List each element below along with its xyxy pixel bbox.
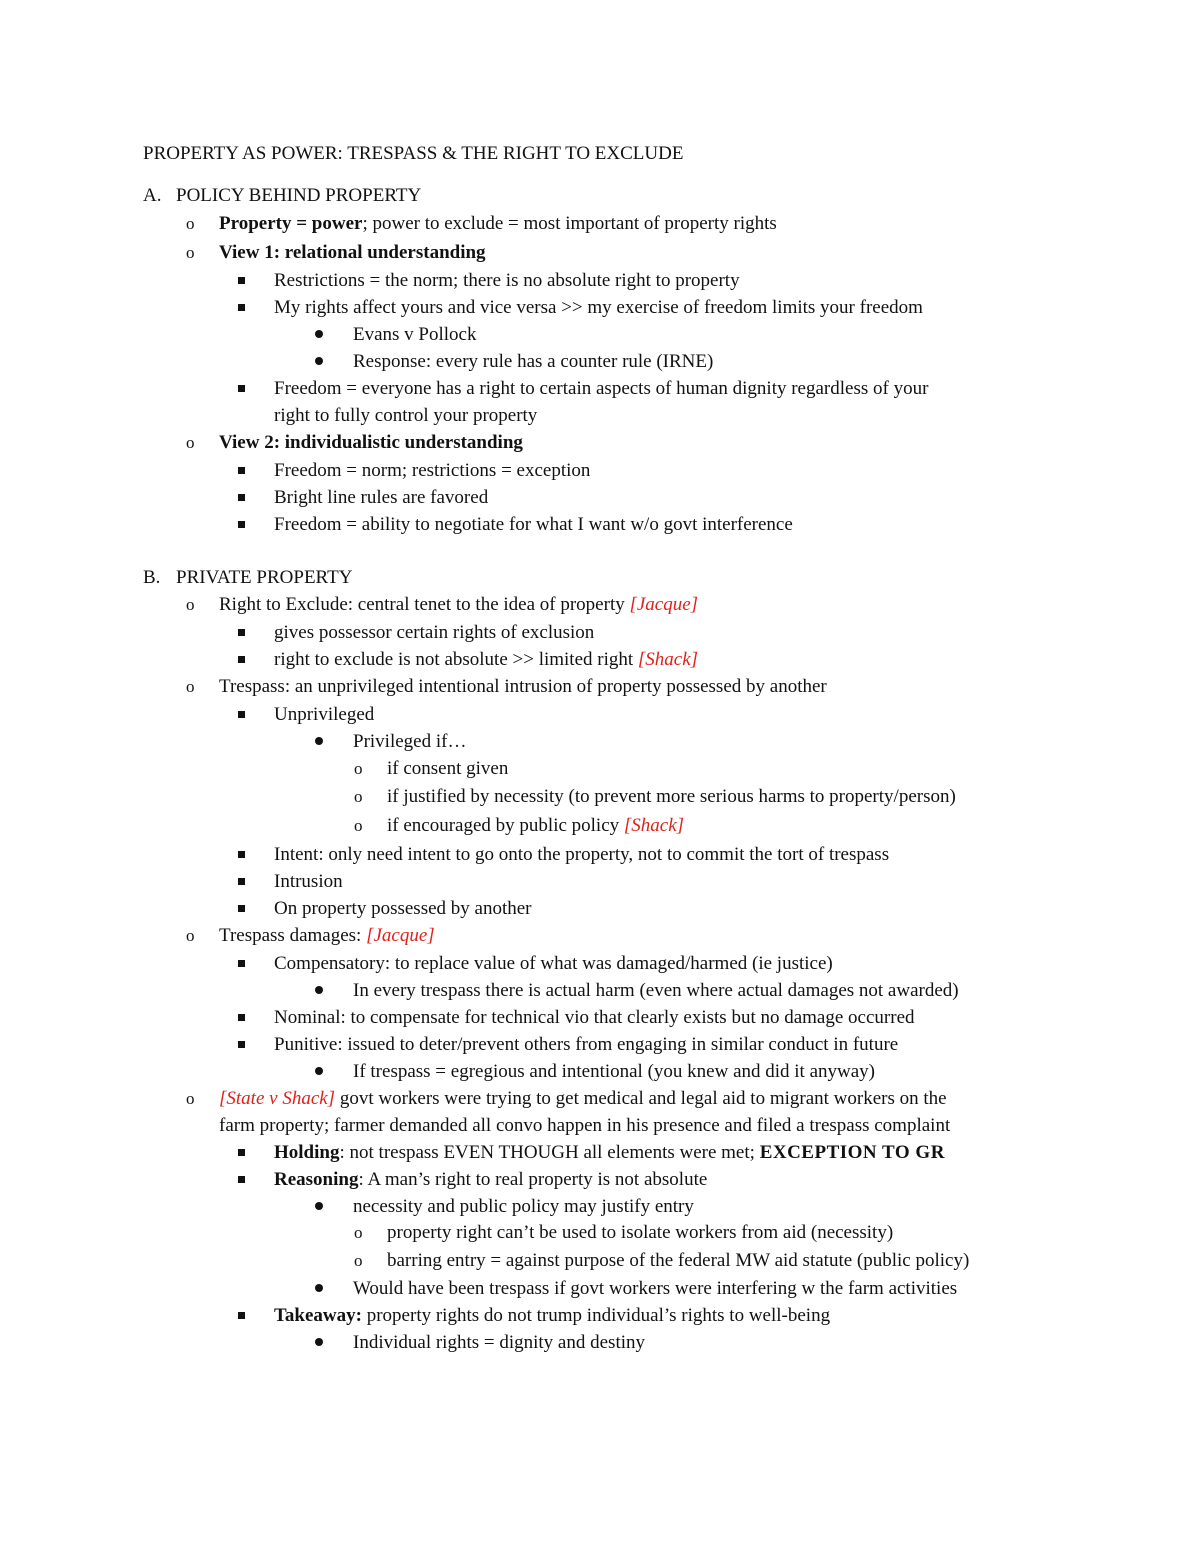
item-text: Restrictions = the norm; there is no absolute right to property <box>274 270 740 291</box>
section-number: A. <box>143 185 162 206</box>
dot-bullet-icon <box>315 1202 323 1210</box>
section-label: POLICY BEHIND PROPERTY <box>176 185 422 206</box>
item-text: Nominal: to compensate for technical vio that clearly exists but no damage occurred <box>274 1007 915 1028</box>
circle-bullet-icon: o <box>354 787 363 806</box>
square-bullet-icon <box>238 1149 245 1156</box>
item-text: If trespass = egregious and intentional (you knew and did it anyway) <box>353 1061 875 1082</box>
item-text: if encouraged by public policy <box>387 815 624 836</box>
item-text: Freedom = ability to negotiate for what I want w/o govt interference <box>274 514 793 535</box>
item-text: barring entry = against purpose of the federal MW aid statute (public policy) <box>387 1250 970 1271</box>
circle-bullet-icon: o <box>354 1251 363 1270</box>
square-bullet-icon <box>238 494 245 501</box>
square-bullet-icon <box>238 385 245 392</box>
square-bullet-icon <box>238 1014 245 1021</box>
square-bullet-icon <box>238 851 245 858</box>
square-bullet-icon <box>238 656 245 663</box>
dot-bullet-icon <box>315 986 323 994</box>
case-citation: [Shack] <box>623 815 685 836</box>
item-text: Trespass damages: <box>219 925 367 946</box>
section-a-heading <box>143 185 421 207</box>
bold-term: Reasoning <box>274 1169 359 1190</box>
square-bullet-icon <box>238 277 245 284</box>
item-text: Intrusion <box>274 871 343 892</box>
section-number: B. <box>143 567 161 588</box>
item-text: Unprivileged <box>274 704 375 725</box>
square-bullet-icon <box>238 467 245 474</box>
bold-term: EXCEPTION TO GR <box>759 1142 945 1163</box>
case-citation: [Jacque] <box>629 594 699 615</box>
item-text: Bright line rules are favored <box>274 487 489 508</box>
square-bullet-icon <box>238 1176 245 1183</box>
square-bullet-icon <box>238 304 245 311</box>
dot-bullet-icon <box>315 1284 323 1292</box>
circle-bullet-icon: o <box>354 1223 363 1242</box>
circle-bullet-icon: o <box>186 677 195 696</box>
item-text: Punitive: issued to deter/prevent others from engaging in similar conduct in future <box>274 1034 899 1055</box>
circle-bullet-icon: o <box>186 214 195 233</box>
circle-bullet-icon: o <box>186 1089 195 1108</box>
case-citation: [Shack] <box>637 649 699 670</box>
item-text: Evans v Pollock <box>353 324 477 345</box>
bold-term: Holding <box>274 1142 340 1163</box>
square-bullet-icon <box>238 878 245 885</box>
square-bullet-icon <box>238 629 245 636</box>
item-text: : A man’s right to real property is not absolute <box>358 1169 708 1190</box>
item-text: farm property; farmer demanded all convo happen in his presence and filed a trespass complaint <box>219 1115 951 1136</box>
item-text: Response: every rule has a counter rule (IRNE) <box>353 351 714 372</box>
case-citation: [Jacque] <box>366 925 435 946</box>
square-bullet-icon <box>238 521 245 528</box>
item-text: right to fully control your property <box>274 405 538 426</box>
dot-bullet-icon <box>315 330 323 338</box>
square-bullet-icon <box>238 1041 245 1048</box>
item-text: property right can’t be used to isolate workers from aid (necessity) <box>387 1222 894 1243</box>
dot-bullet-icon <box>315 1067 323 1075</box>
dot-bullet-icon <box>315 737 323 745</box>
item-text: Privileged if… <box>353 731 467 752</box>
circle-bullet-icon: o <box>354 759 363 778</box>
document-title: PROPERTY AS POWER: TRESPASS & THE RIGHT TO EXCLUDE <box>143 143 684 164</box>
item-text: if justified by necessity (to prevent more serious harms to property/person) <box>387 786 956 807</box>
item-text: Freedom = norm; restrictions = exception <box>274 460 591 481</box>
item-text: Freedom = everyone has a right to certain aspects of human dignity regardless of your <box>274 378 929 399</box>
item-text: govt workers were trying to get medical and legal aid to migrant workers on the <box>335 1088 947 1109</box>
dot-bullet-icon <box>315 357 323 365</box>
square-bullet-icon <box>238 1312 245 1319</box>
square-bullet-icon <box>238 960 245 967</box>
item-text: Trespass: an unprivileged intentional intrusion of property possessed by another <box>219 676 827 697</box>
item-text: right to exclude is not absolute >> limited right <box>274 649 638 670</box>
item-text: ; power to exclude = most important of property rights <box>362 213 777 234</box>
square-bullet-icon <box>238 905 245 912</box>
item-text: Would have been trespass if govt workers were interfering w the farm activities <box>353 1278 958 1299</box>
square-bullet-icon <box>238 711 245 718</box>
item-text: In every trespass there is actual harm (even where actual damages not awarded) <box>353 980 959 1001</box>
item-text: Compensatory: to replace value of what was damaged/harmed (ie justice) <box>274 953 833 974</box>
item-text: property rights do not trump individual’s rights to well-being <box>361 1305 831 1326</box>
bold-term: View 2: individualistic understanding <box>219 432 523 453</box>
item-text: My rights affect yours and vice versa >> my exercise of freedom limits your freedom <box>274 297 923 318</box>
item-text: if consent given <box>387 758 509 779</box>
bold-term: Property = power <box>219 213 363 234</box>
circle-bullet-icon: o <box>186 926 195 945</box>
dot-bullet-icon <box>315 1338 323 1346</box>
bold-term: Takeaway: <box>274 1305 362 1326</box>
circle-bullet-icon: o <box>186 243 195 262</box>
circle-bullet-icon: o <box>354 816 363 835</box>
item-text: gives possessor certain rights of exclusion <box>274 622 595 643</box>
item-text: Intent: only need intent to go onto the property, not to commit the tort of trespass <box>274 844 890 865</box>
circle-bullet-icon: o <box>186 433 195 452</box>
item-text: necessity and public policy may justify entry <box>353 1196 694 1217</box>
bold-term: View 1: relational understanding <box>219 242 486 263</box>
item-text: Individual rights = dignity and destiny <box>353 1332 645 1353</box>
section-b-heading <box>143 567 352 589</box>
section-label: PRIVATE PROPERTY <box>176 567 353 588</box>
case-citation: [State v Shack] <box>219 1088 336 1109</box>
item-text: : not trespass EVEN THOUGH all elements were met; <box>339 1142 760 1163</box>
item-text: Right to Exclude: central tenet to the idea of property <box>219 594 630 615</box>
item-text: On property possessed by another <box>274 898 532 919</box>
circle-bullet-icon: o <box>186 595 195 614</box>
